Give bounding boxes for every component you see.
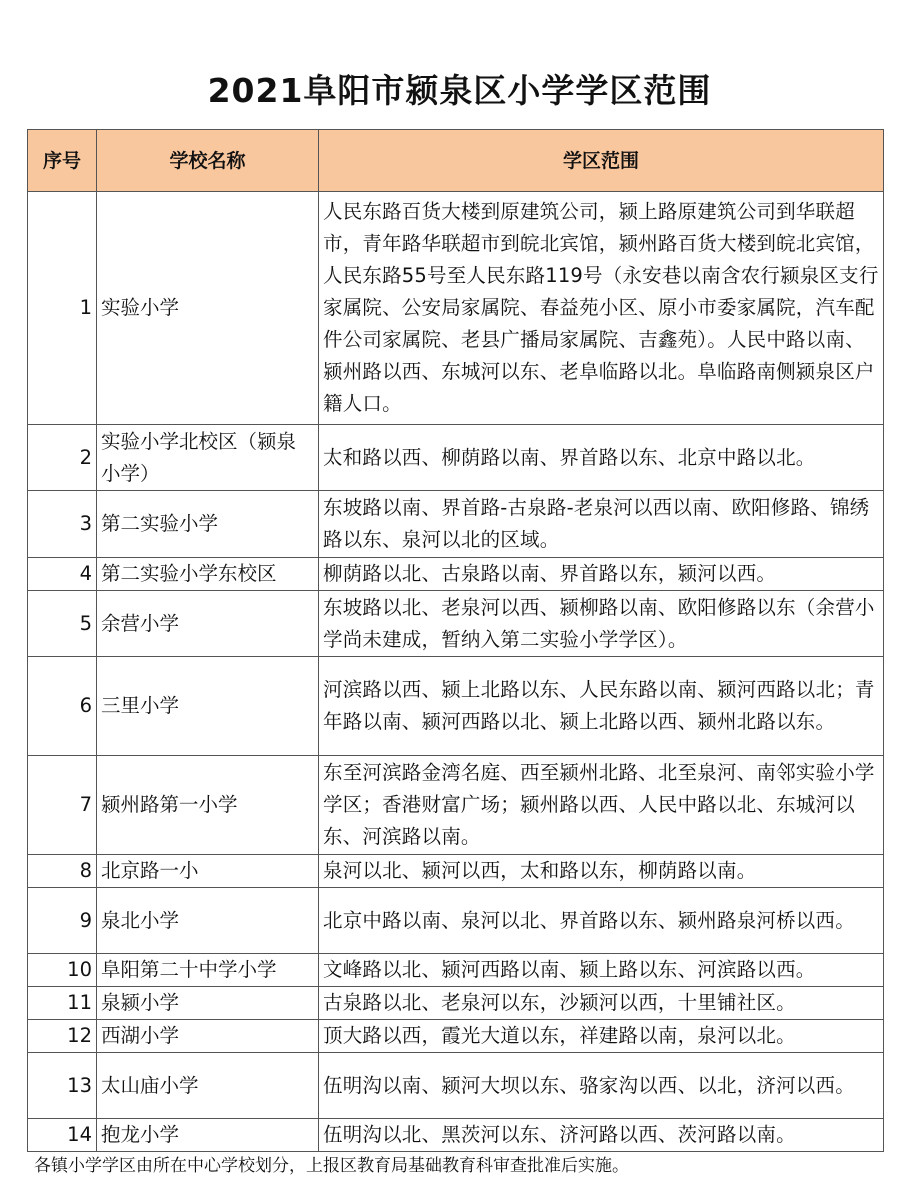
row-index: 1 bbox=[28, 192, 97, 425]
row-school: 余营小学 bbox=[97, 591, 319, 657]
row-range: 北京中路以南、泉河以北、界首路以东、颍州路泉河桥以西。 bbox=[319, 888, 884, 954]
row-index: 14 bbox=[28, 1119, 97, 1152]
row-range: 古泉路以北、老泉河以东，沙颍河以西，十里铺社区。 bbox=[319, 987, 884, 1020]
school-district-table bbox=[27, 129, 884, 1152]
table-row bbox=[28, 558, 884, 591]
row-index: 12 bbox=[28, 1020, 97, 1053]
row-index: 6 bbox=[28, 657, 97, 756]
row-school: 第二实验小学东校区 bbox=[97, 558, 319, 591]
footnote: 各镇小学学区由所在中心学校划分，上报区教育局基础教育科审查批准后实施。 bbox=[34, 1156, 629, 1176]
row-index: 3 bbox=[28, 491, 97, 558]
row-range: 柳荫路以北、古泉路以南、界首路以东，颍河以西。 bbox=[319, 558, 884, 591]
row-range: 顶大路以西，霞光大道以东，祥建路以南，泉河以北。 bbox=[319, 1020, 884, 1053]
row-school: 第二实验小学 bbox=[97, 491, 319, 558]
page-title: 2021阜阳市颍泉区小学学区范围 bbox=[207, 71, 712, 110]
row-school: 实验小学 bbox=[97, 192, 319, 425]
row-school: 三里小学 bbox=[97, 657, 319, 756]
row-school: 北京路一小 bbox=[97, 855, 319, 888]
table-row bbox=[28, 591, 884, 657]
row-school: 阜阳第二十中学小学 bbox=[97, 954, 319, 987]
row-range: 人民东路百货大楼到原建筑公司，颍上路原建筑公司到华联超市，青年路华联超市到皖北宾馆，颍州路百货大楼到皖北宾馆，人民东路55号至人民东路119号（永安巷以南含农行颍泉区支行家属院、公安局家属院、春益苑小区、原小市委家属院，汽车配件公司家属院、老县广播局家属院、吉鑫苑）。人民中路以南、颍州路以西、东城河以东、老阜临路以北。阜临路南侧颍泉区户籍人口。 bbox=[319, 192, 884, 425]
row-range: 东坡路以北、老泉河以西、颍柳路以南、欧阳修路以东（余营小学尚未建成，暂纳入第二实验小学学区）。 bbox=[319, 591, 884, 657]
row-range: 东至河滨路金湾名庭、西至颍州北路、北至泉河、南邻实验小学学区；香港财富广场；颍州路以西、人民中路以北、东城河以东、河滨路以南。 bbox=[319, 756, 884, 855]
header-school: 学校名称 bbox=[97, 130, 319, 192]
row-range: 泉河以北、颍河以西，太和路以东，柳荫路以南。 bbox=[319, 855, 884, 888]
row-index: 2 bbox=[28, 425, 97, 491]
row-school: 太山庙小学 bbox=[97, 1053, 319, 1119]
table-row bbox=[28, 425, 884, 491]
header-index: 序号 bbox=[28, 130, 97, 192]
row-school: 西湖小学 bbox=[97, 1020, 319, 1053]
row-index: 8 bbox=[28, 855, 97, 888]
table-row bbox=[28, 888, 884, 954]
row-school: 抱龙小学 bbox=[97, 1119, 319, 1152]
table-row bbox=[28, 192, 884, 425]
header-range: 学区范围 bbox=[319, 130, 884, 192]
row-index: 11 bbox=[28, 987, 97, 1020]
row-school: 颍州路第一小学 bbox=[97, 756, 319, 855]
row-index: 7 bbox=[28, 756, 97, 855]
row-school: 实验小学北校区（颍泉小学） bbox=[97, 425, 319, 491]
table-row bbox=[28, 657, 884, 756]
table-row bbox=[28, 987, 884, 1020]
table-row bbox=[28, 756, 884, 855]
table-row bbox=[28, 954, 884, 987]
row-index: 5 bbox=[28, 591, 97, 657]
row-range: 太和路以西、柳荫路以南、界首路以东、北京中路以北。 bbox=[319, 425, 884, 491]
row-range: 伍明沟以北、黑茨河以东、济河路以西、茨河路以南。 bbox=[319, 1119, 884, 1152]
table-row bbox=[28, 855, 884, 888]
row-school: 泉颍小学 bbox=[97, 987, 319, 1020]
table-header-row bbox=[28, 130, 884, 192]
row-range: 东坡路以南、界首路-古泉路-老泉河以西以南、欧阳修路、锦绣路以东、泉河以北的区域。 bbox=[319, 491, 884, 558]
table-row bbox=[28, 1053, 884, 1119]
row-index: 10 bbox=[28, 954, 97, 987]
table-row bbox=[28, 491, 884, 558]
row-index: 4 bbox=[28, 558, 97, 591]
row-index: 13 bbox=[28, 1053, 97, 1119]
table-row bbox=[28, 1119, 884, 1152]
row-school: 泉北小学 bbox=[97, 888, 319, 954]
row-range: 伍明沟以南、颍河大坝以东、骆家沟以西、以北，济河以西。 bbox=[319, 1053, 884, 1119]
row-range: 河滨路以西、颍上北路以东、人民东路以南、颍河西路以北；青年路以南、颍河西路以北、颍上北路以西、颍州北路以东。 bbox=[319, 657, 884, 756]
row-index: 9 bbox=[28, 888, 97, 954]
table-row bbox=[28, 1020, 884, 1053]
row-range: 文峰路以北、颍河西路以南、颍上路以东、河滨路以西。 bbox=[319, 954, 884, 987]
